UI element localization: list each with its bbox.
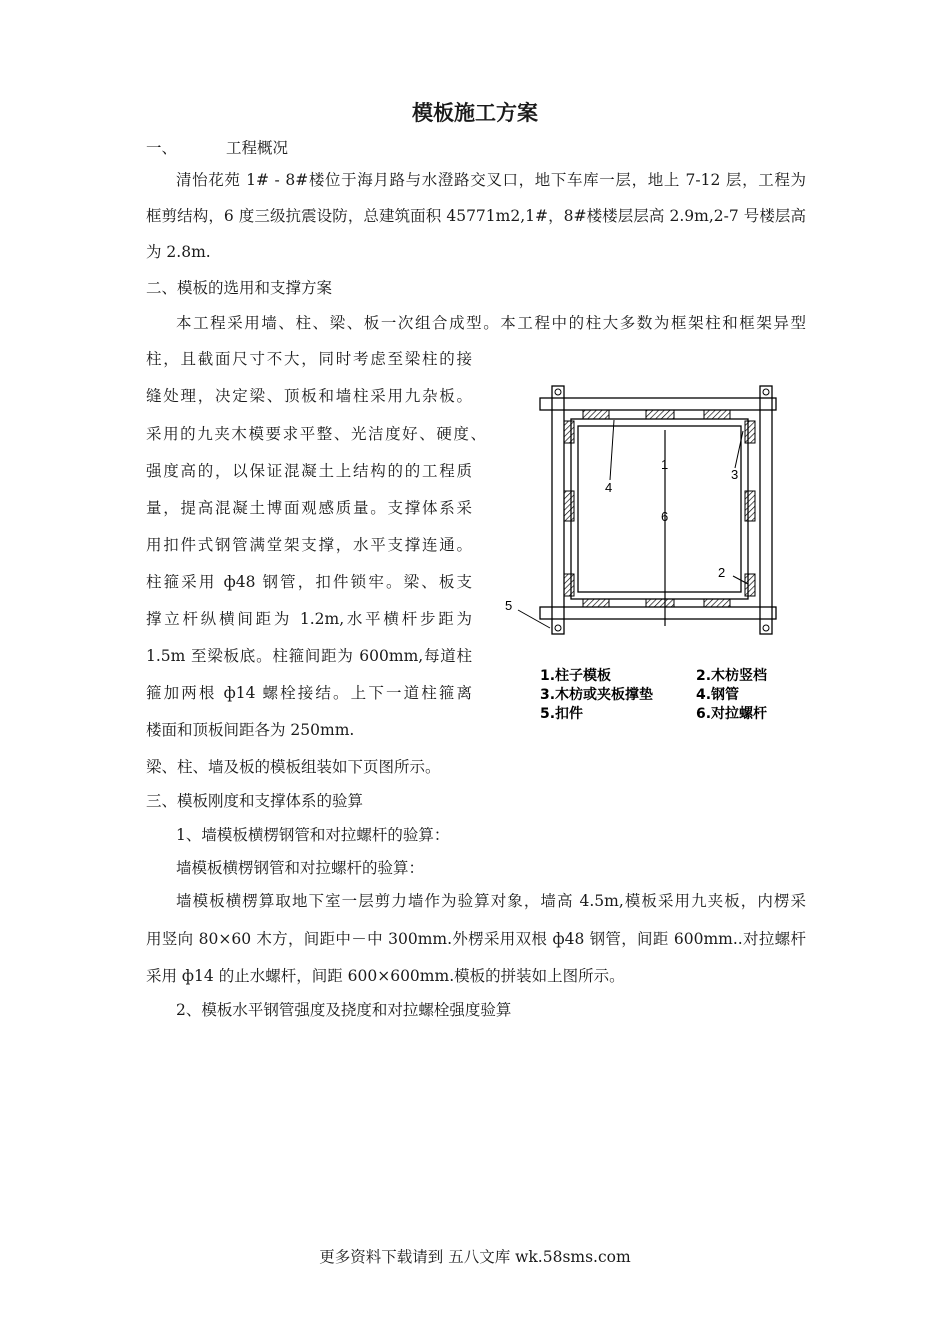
paragraph-line: 用扣件式钢管满堂架支撑，水平支撑连通。 xyxy=(146,536,472,554)
figure-legend xyxy=(540,667,767,722)
column-formwork-diagram xyxy=(498,378,798,738)
section-heading-3: 三、模板刚度和支撑体系的验算 xyxy=(146,792,364,810)
legend-item: 6.对拉螺杆 xyxy=(696,706,768,722)
subheading: 1、墙模板横楞钢管和对拉螺杆的验算： xyxy=(176,826,450,844)
paragraph-line: 清怡花苑 1# - 8#楼位于海月路与水澄路交叉口，地下车库一层，地上 7-12 层，工程为 xyxy=(176,171,806,189)
paragraph-line: 1.5m 至梁板底。柱箍间距为 600mm,每道柱 xyxy=(146,647,472,665)
steel-pipe-right xyxy=(760,386,772,634)
paragraph-line: 梁、柱、墙及板的模板组装如下页图所示。 xyxy=(146,758,441,776)
page-title: 模板施工方案 xyxy=(412,101,538,125)
paragraph-line: 框剪结构，6 度三级抗震设防，总建筑面积 45771m2,1#，8#楼楼层层高 2.9m,2-7 号楼层高 xyxy=(146,207,806,225)
legend-item: 2.木枋竖档 xyxy=(696,668,768,684)
paragraph-line: 柱，且截面尺寸不大，同时考虑至梁柱的接 xyxy=(146,350,472,368)
paragraph-line: 采用的九夹木模要求平整、光洁度好、硬度、 xyxy=(146,425,486,443)
paragraph-line: 撑立杆纵横间距为 1.2m,水平横杆步距为 xyxy=(146,610,472,628)
legend-item: 4.钢管 xyxy=(696,687,740,703)
paragraph-line: 柱箍采用 ф48 钢管，扣件锁牢。梁、板支 xyxy=(146,573,472,591)
paragraph-line: 采用 ф14 的止水螺杆，间距 600×600mm.模板的拼装如上图所示。 xyxy=(146,967,625,985)
section-label: 工程概况 xyxy=(226,139,289,157)
steel-pipe-bottom xyxy=(540,607,776,619)
section-heading-1 xyxy=(146,137,288,159)
paragraph-line: 本工程采用墙、柱、梁、板一次组合成型。本工程中的柱大多数为框架柱和框架异型 xyxy=(176,314,806,332)
column-formwork-inner xyxy=(578,426,741,592)
label-5: 5 xyxy=(505,598,513,613)
paragraph-line: 为 2.8m. xyxy=(146,243,211,261)
paragraph-line: 楼面和顶板间距各为 250mm. xyxy=(146,721,355,739)
subheading: 2、模板水平钢管强度及挠度和对拉螺栓强度验算 xyxy=(176,1001,512,1019)
steel-pipe-top xyxy=(540,398,776,410)
label-6: 6 xyxy=(661,509,669,524)
paragraph-line: 强度高的，以保证混凝土上结构的的工程质 xyxy=(146,462,472,480)
section-heading-2: 二、模板的选用和支撑方案 xyxy=(146,279,333,297)
label-4: 4 xyxy=(605,480,613,495)
paragraph-line: 量，提高混凝土博面观感质量。支撑体系采 xyxy=(146,499,472,517)
label-3: 3 xyxy=(731,467,739,482)
label-2: 2 xyxy=(718,565,726,580)
paragraph-line: 墙模板横楞算取地下室一层剪力墙作为验算对象，墙高 4.5m,模板采用九夹板，内楞采 xyxy=(176,892,806,910)
label-1: 1 xyxy=(661,457,669,472)
subheading: 墙模板横楞钢管和对拉螺杆的验算： xyxy=(176,859,425,877)
wood-strips xyxy=(564,410,755,607)
paragraph-line: 箍加两根 ф14 螺栓接结。上下一道柱箍离 xyxy=(146,684,472,702)
steel-pipe-left xyxy=(552,386,564,634)
section-number: 一、 xyxy=(146,139,178,157)
legend-item: 3.木枋或夹板撑垫 xyxy=(540,687,654,703)
page-footer: 更多资料下载请到 五八文库 wk.58sms.com xyxy=(319,1248,631,1266)
paragraph-line: 缝处理，决定梁、顶板和墙柱采用九杂板。 xyxy=(146,387,472,405)
legend-item: 1.柱子模板 xyxy=(540,668,612,684)
legend-item: 5.扣件 xyxy=(540,706,584,722)
paragraph-line: 用竖向 80×60 木方，间距中－中 300mm.外楞采用双根 ф48 钢管，间距 600mm..对拉螺杆 xyxy=(146,930,806,948)
